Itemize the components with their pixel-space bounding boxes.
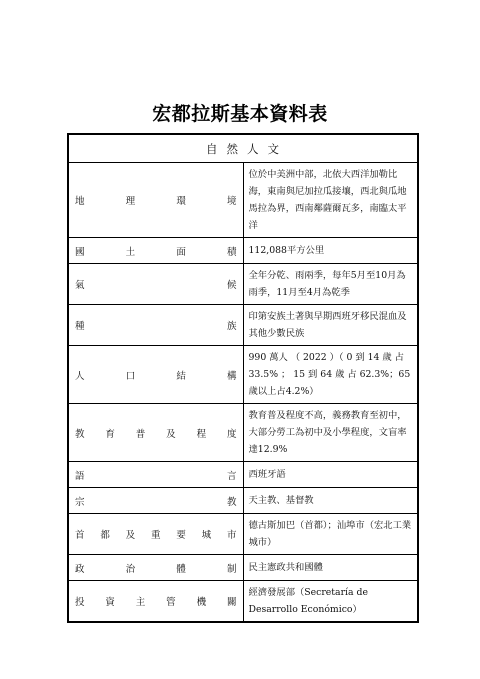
table-header-row bbox=[68, 134, 418, 163]
row-value: 全年分乾、雨兩季，每年5月至10月為雨季，11月至4月為乾季 bbox=[243, 264, 418, 305]
table-row bbox=[68, 488, 418, 514]
row-label bbox=[68, 264, 243, 305]
row-value: 天主教、基督教 bbox=[243, 488, 418, 514]
row-label bbox=[68, 305, 243, 346]
section-header: 自然人文 bbox=[68, 134, 418, 163]
row-label-text: 首 都 及 重 要 城 市 bbox=[75, 530, 237, 541]
table-row bbox=[68, 404, 418, 462]
table-row bbox=[68, 264, 418, 305]
row-label-text: 投 資 主 管 機 關 bbox=[75, 597, 237, 608]
document-title: 宏都拉斯基本資料表 bbox=[152, 103, 328, 125]
table-row bbox=[68, 163, 418, 238]
row-value: 西班牙語 bbox=[243, 462, 418, 488]
row-label-text: 教 育 普 及 程 度 bbox=[75, 428, 237, 440]
row-value: 經濟發展部（Secretaría de Desarrollo Económico） bbox=[243, 581, 418, 623]
row-value: 112,088平方公里 bbox=[243, 238, 418, 264]
row-label-text: 地 理 環 境 bbox=[75, 196, 237, 207]
row-value: 德古斯加巴（首都）；汕埠市（宏北工業城市） bbox=[243, 514, 418, 555]
row-label-text: 語 言 bbox=[75, 470, 237, 482]
row-label bbox=[68, 581, 243, 623]
row-label bbox=[68, 488, 243, 514]
table-row bbox=[68, 346, 418, 404]
table-row bbox=[68, 462, 418, 488]
row-value: 教育普及程度不高，義務教育至初中，大部分勞工為初中及小學程度，文盲率達12.9% bbox=[243, 404, 418, 462]
row-value: 民主憲政共和國體 bbox=[243, 555, 418, 581]
row-label bbox=[68, 238, 243, 264]
row-label bbox=[68, 404, 243, 462]
row-label-text: 政 治 體 制 bbox=[75, 563, 237, 575]
row-label-text: 國 土 面 積 bbox=[75, 246, 237, 258]
table-row bbox=[68, 305, 418, 346]
table-row bbox=[68, 581, 418, 623]
row-label bbox=[68, 462, 243, 488]
row-label-text: 氣 候 bbox=[75, 280, 237, 291]
row-value: 印第安族土著與早期西班牙移民混血及其他少數民族 bbox=[243, 305, 418, 346]
row-label-text: 種 族 bbox=[75, 321, 237, 332]
table-row bbox=[68, 514, 418, 555]
row-label bbox=[68, 555, 243, 581]
table-row bbox=[68, 238, 418, 264]
row-label bbox=[68, 346, 243, 404]
row-value: 990 萬人 （ 2022 ）（ 0 到 14 歲 占 33.5% ； 15 到 64 歲 占 62.3%；65歲以上占4.2%） bbox=[243, 346, 418, 404]
row-label-text: 人 口 結 構 bbox=[75, 370, 237, 382]
table-row bbox=[68, 555, 418, 581]
row-value: 位於中美洲中部，北依大西洋加勒比海，東南與尼加拉瓜接壤，西北與瓜地馬拉為界，西南鄰薩爾瓦多，南臨太平洋 bbox=[243, 163, 418, 238]
country-info-table bbox=[67, 133, 419, 623]
row-label bbox=[68, 163, 243, 238]
row-label-text: 宗 教 bbox=[75, 496, 237, 508]
row-label bbox=[68, 514, 243, 555]
